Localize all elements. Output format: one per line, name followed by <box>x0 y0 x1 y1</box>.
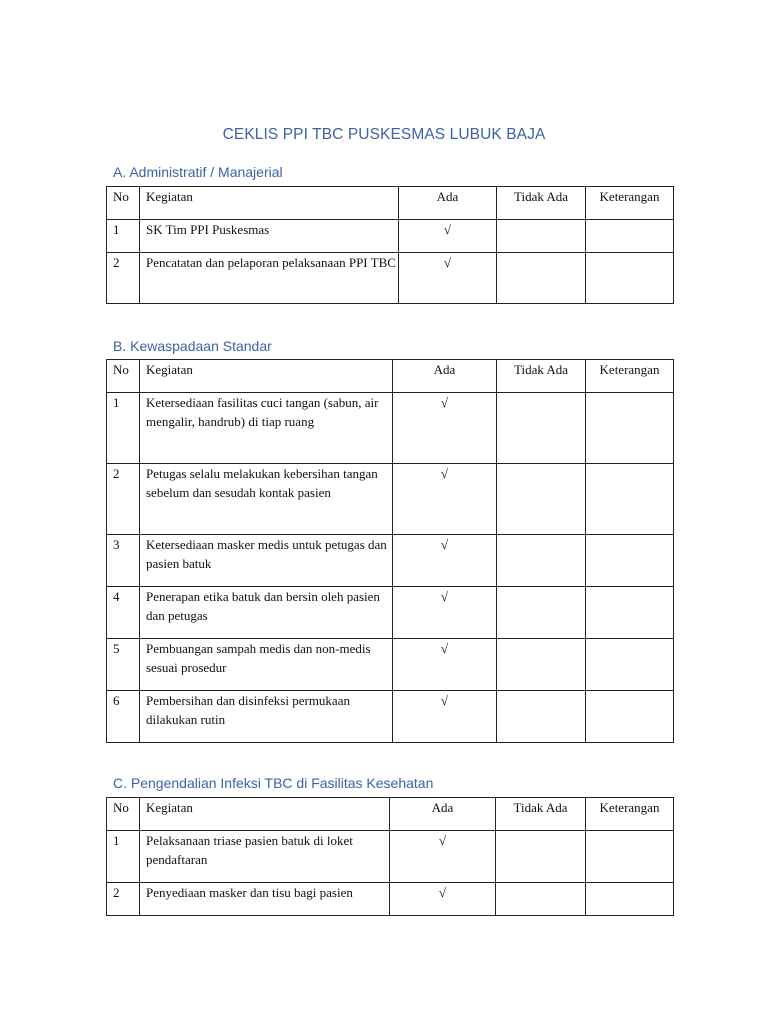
row-tidak-ada[interactable] <box>496 831 586 883</box>
row-no: 1 <box>107 393 140 464</box>
header-kegiatan: Kegiatan <box>140 187 399 220</box>
header-ada: Ada <box>393 360 497 393</box>
row-kegiatan: Pencatatan dan pelaporan pelaksanaan PPI TBC <box>140 253 399 304</box>
row-ada-check[interactable]: √ <box>390 883 496 916</box>
section-c-table <box>106 797 674 916</box>
row-kegiatan: Pembersihan dan disinfeksi permukaan dilakukan rutin <box>140 691 393 743</box>
row-tidak-ada[interactable] <box>497 587 586 639</box>
header-kegiatan: Kegiatan <box>140 360 393 393</box>
row-ada-check[interactable]: √ <box>399 220 497 253</box>
table-row <box>107 883 674 916</box>
row-ada-check[interactable]: √ <box>393 639 497 691</box>
header-no: No <box>107 798 140 831</box>
row-ada-check[interactable]: √ <box>393 464 497 535</box>
section-b-table <box>106 359 674 743</box>
header-tidak-ada: Tidak Ada <box>496 798 586 831</box>
row-keterangan[interactable] <box>586 883 674 916</box>
row-tidak-ada[interactable] <box>497 639 586 691</box>
table-row <box>107 220 674 253</box>
table-row <box>107 639 674 691</box>
header-keterangan: Keterangan <box>586 187 674 220</box>
row-no: 2 <box>107 883 140 916</box>
row-no: 1 <box>107 831 140 883</box>
row-no: 2 <box>107 253 140 304</box>
header-kegiatan: Kegiatan <box>140 798 390 831</box>
row-ada-check[interactable]: √ <box>399 253 497 304</box>
table-row <box>107 831 674 883</box>
table-header-row <box>107 187 674 220</box>
table-row <box>107 464 674 535</box>
header-tidak-ada: Tidak Ada <box>497 187 586 220</box>
table-row <box>107 393 674 464</box>
header-no: No <box>107 187 140 220</box>
header-tidak-ada: Tidak Ada <box>497 360 586 393</box>
row-keterangan[interactable] <box>586 220 674 253</box>
row-no: 5 <box>107 639 140 691</box>
row-kegiatan: Petugas selalu melakukan kebersihan tangan sebelum dan sesudah kontak pasien <box>140 464 393 535</box>
header-no: No <box>107 360 140 393</box>
row-keterangan[interactable] <box>586 535 674 587</box>
table-row <box>107 535 674 587</box>
row-tidak-ada[interactable] <box>497 393 586 464</box>
row-keterangan[interactable] <box>586 691 674 743</box>
header-ada: Ada <box>390 798 496 831</box>
row-tidak-ada[interactable] <box>497 464 586 535</box>
document-title: CEKLIS PPI TBC PUSKESMAS LUBUK BAJA <box>222 126 546 143</box>
table-row <box>107 691 674 743</box>
row-no: 3 <box>107 535 140 587</box>
row-ada-check[interactable]: √ <box>393 587 497 639</box>
row-no: 6 <box>107 691 140 743</box>
row-kegiatan: Pembuangan sampah medis dan non-medis sesuai prosedur <box>140 639 393 691</box>
row-ada-check[interactable]: √ <box>393 691 497 743</box>
row-keterangan[interactable] <box>586 831 674 883</box>
row-no: 1 <box>107 220 140 253</box>
table-row <box>107 587 674 639</box>
row-kegiatan: Ketersediaan fasilitas cuci tangan (sabun, air mengalir, handrub) di tiap ruang <box>140 393 393 464</box>
row-keterangan[interactable] <box>586 639 674 691</box>
table-row <box>107 253 674 304</box>
table-header-row <box>107 360 674 393</box>
row-keterangan[interactable] <box>586 464 674 535</box>
row-ada-check[interactable]: √ <box>393 535 497 587</box>
header-keterangan: Keterangan <box>586 798 674 831</box>
header-ada: Ada <box>399 187 497 220</box>
row-keterangan[interactable] <box>586 587 674 639</box>
row-kegiatan: Pelaksanaan triase pasien batuk di loket pendaftaran <box>140 831 390 883</box>
section-a-heading: A. Administratif / Manajerial <box>113 164 283 180</box>
row-no: 2 <box>107 464 140 535</box>
row-tidak-ada[interactable] <box>497 691 586 743</box>
row-kegiatan: Ketersediaan masker medis untuk petugas dan pasien batuk <box>140 535 393 587</box>
row-kegiatan: SK Tim PPI Puskesmas <box>140 220 399 253</box>
row-no: 4 <box>107 587 140 639</box>
section-b-heading: B. Kewaspadaan Standar <box>113 338 272 354</box>
row-tidak-ada[interactable] <box>496 883 586 916</box>
row-ada-check[interactable]: √ <box>393 393 497 464</box>
row-ada-check[interactable]: √ <box>390 831 496 883</box>
row-tidak-ada[interactable] <box>497 220 586 253</box>
row-tidak-ada[interactable] <box>497 253 586 304</box>
row-kegiatan: Penyediaan masker dan tisu bagi pasien <box>140 883 390 916</box>
row-kegiatan: Penerapan etika batuk dan bersin oleh pasien dan petugas <box>140 587 393 639</box>
row-tidak-ada[interactable] <box>497 535 586 587</box>
row-keterangan[interactable] <box>586 253 674 304</box>
row-keterangan[interactable] <box>586 393 674 464</box>
section-a-table <box>106 186 674 304</box>
header-keterangan: Keterangan <box>586 360 674 393</box>
section-c-heading: C. Pengendalian Infeksi TBC di Fasilitas Kesehatan <box>113 775 434 791</box>
table-header-row <box>107 798 674 831</box>
